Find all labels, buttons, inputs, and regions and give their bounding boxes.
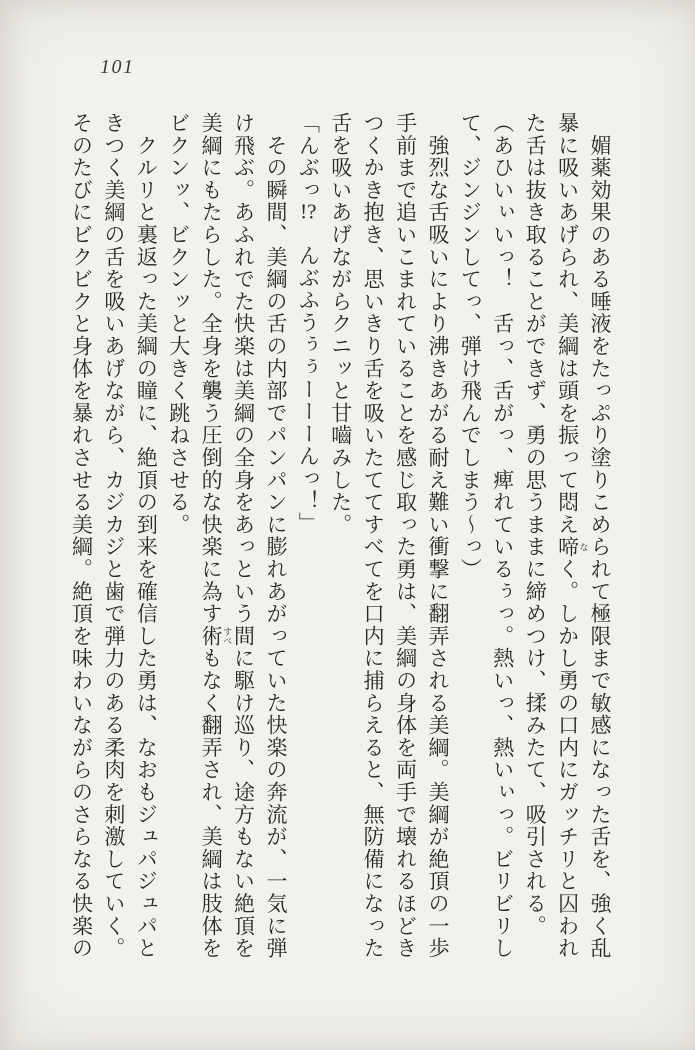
paragraph: その瞬間、美綱の舌の内部でパンパンに膨れあがっていた快楽の奔流が、一気に弾け飛ぶ。あふれでた快楽は美綱の全身をあっという間に駆け巡り、途方もない絶頂を美綱にもたらした。全身を襲う圧倒的な快楽に為す術 すべもなく翻弄され、美綱は肢体をビクンッ、ビクンッと大きく跳ねさせる。 <box>166 112 288 960</box>
tate-chu-yoko: !? <box>300 201 317 223</box>
paragraph: 「んぶっ!? んぶふうぅぅーーーんっ！」 <box>296 112 321 535</box>
ruby-annotated-word: 術 すべ <box>199 624 233 648</box>
paragraph: 媚薬効果のある唾液をたっぷり塗りこめられて極限まで敏感になった舌を、強く乱暴に吸いあげられ、美綱は頭を振って悶え啼 なく。しかし勇の口内にガッチリと囚われた舌は抜き取ることができず、勇の思うままに締めつけ、揉みたて、吸引される。 <box>523 112 612 960</box>
page-number: 101 <box>100 56 135 78</box>
paragraph: （あひいぃいっ！ 舌っ、舌がっ、痺れているぅっ。熱いっ、熱いぃっ。ビリビリして、ジンジンしてっ、弾け飛んでしまう〜っ） <box>458 112 515 960</box>
paragraph: クルリと裏返った美綱の瞳に、絶頂の到来を確信した勇は、なおもジュパジュパときつく美綱の舌を吸いあげながら、カジカジと歯で弾力のある柔肉を刺激していく。そのたびにビクビクと身体を暴れさせる美綱。絶頂を味わいながらのさらなる快楽の <box>69 112 159 960</box>
paragraph: 強烈な舌吸いにより沸きあがる耐え難い衝撃に翻弄される美綱。美綱が絶頂の一歩手前まで追いこまれていることを感じ取った勇は、美綱の身体を両手で壊れるほどきつくかき抱き、思いきり舌を吸いたててすべてを口内に捕らえると、無防備になった舌を吸いあげながらクニッと甘嚙みした。 <box>328 112 450 960</box>
ruby-annotated-word: 啼 な <box>555 535 589 559</box>
page-text <box>63 112 616 964</box>
